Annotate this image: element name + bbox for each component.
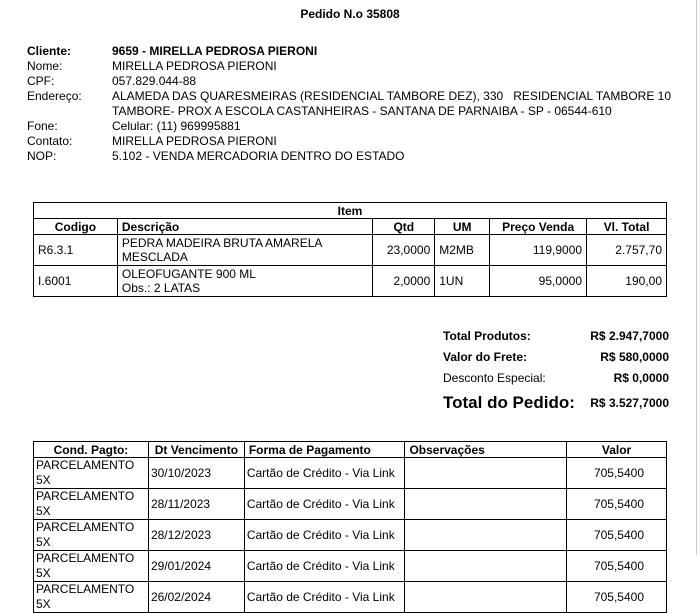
endereco-row bbox=[27, 89, 687, 119]
item-um: 1UN bbox=[435, 266, 490, 297]
pay-data: 29/01/2024 bbox=[148, 551, 244, 582]
payment-table bbox=[33, 441, 667, 613]
pay-obs bbox=[405, 520, 567, 551]
table-row bbox=[34, 458, 667, 489]
pay-forma: Cartão de Crédito - Via Link bbox=[244, 489, 405, 520]
col-header: UM bbox=[435, 219, 490, 235]
cpf-value: 057.829.044-88 bbox=[112, 74, 197, 88]
desconto-row bbox=[443, 370, 669, 390]
table-row bbox=[34, 489, 667, 520]
pay-obs bbox=[405, 551, 567, 582]
pay-valor: 705,5400 bbox=[567, 551, 667, 582]
cliente-label: Cliente: bbox=[27, 44, 72, 58]
pay-valor: 705,5400 bbox=[567, 582, 667, 613]
nop-row bbox=[27, 149, 687, 164]
table-row bbox=[34, 551, 667, 582]
table-row bbox=[34, 235, 667, 266]
col-header: Vl. Total bbox=[587, 219, 667, 235]
customer-info bbox=[27, 44, 687, 164]
endereco-line-2: TAMBORE- PROX A ESCOLA CASTANHEIRAS - SANTANA DE PARNAIBA - SP - 06544-610 bbox=[112, 104, 612, 118]
item-total: 190,00 bbox=[587, 266, 667, 297]
totals-block bbox=[443, 328, 669, 416]
total-pedido-row bbox=[443, 390, 669, 416]
fone-label: Fone: bbox=[27, 119, 58, 133]
pay-data: 28/11/2023 bbox=[148, 489, 244, 520]
nop-value: 5.102 - VENDA MERCADORIA DENTRO DO ESTADO bbox=[112, 149, 405, 163]
col-header: Observações bbox=[405, 442, 567, 458]
col-header: Preço Venda bbox=[490, 219, 587, 235]
cpf-label: CPF: bbox=[27, 74, 55, 88]
col-header: Cond. Pagto: bbox=[34, 442, 149, 458]
pay-forma: Cartão de Crédito - Via Link bbox=[244, 551, 405, 582]
pay-data: 26/02/2024 bbox=[148, 582, 244, 613]
items-table bbox=[33, 202, 667, 297]
table-row bbox=[34, 266, 667, 297]
item-descricao: PEDRA MADEIRA BRUTA AMARELA MESCLADA bbox=[117, 235, 372, 266]
item-qtd: 23,0000 bbox=[373, 235, 435, 266]
pay-obs bbox=[405, 582, 567, 613]
pay-data: 28/12/2023 bbox=[148, 520, 244, 551]
pay-cond: PARCELAMENTO 5X bbox=[34, 458, 149, 489]
total-pedido-label: Total do Pedido: bbox=[443, 393, 575, 412]
nome-value: MIRELLA PEDROSA PIERONI bbox=[112, 59, 277, 73]
pay-obs bbox=[405, 489, 567, 520]
total-pedido-value: R$ 3.527,7000 bbox=[590, 396, 669, 410]
item-preco: 95,0000 bbox=[490, 266, 587, 297]
frete-row bbox=[443, 349, 669, 370]
item-descricao: OLEOFUGANTE 900 ML Obs.: 2 LATAS bbox=[117, 266, 372, 297]
pay-valor: 705,5400 bbox=[567, 458, 667, 489]
item-preco: 119,9000 bbox=[490, 235, 587, 266]
contato-value: MIRELLA PEDROSA PIERONI bbox=[112, 134, 277, 148]
pay-obs bbox=[405, 458, 567, 489]
nop-label: NOP: bbox=[27, 149, 57, 163]
col-header: Forma de Pagamento bbox=[244, 442, 405, 458]
total-produtos-row bbox=[443, 328, 669, 349]
items-caption: Item bbox=[34, 203, 667, 219]
table-row bbox=[34, 520, 667, 551]
col-header: Valor bbox=[567, 442, 667, 458]
page-title: Pedido N.o 35808 bbox=[300, 7, 400, 21]
contato-label: Contato: bbox=[27, 134, 73, 148]
endereco-value bbox=[112, 89, 687, 119]
col-header: Dt Vencimento bbox=[148, 442, 244, 458]
cpf-row bbox=[27, 74, 687, 89]
pay-forma: Cartão de Crédito - Via Link bbox=[244, 520, 405, 551]
col-header: Codigo bbox=[34, 219, 118, 235]
endereco-line-1: ALAMEDA DAS QUARESMEIRAS (RESIDENCIAL TAMBORE DEZ), 330 RESIDENCIAL TAMBORE 10 bbox=[112, 89, 672, 103]
pay-cond: PARCELAMENTO 5X bbox=[34, 520, 149, 551]
nome-row bbox=[27, 59, 687, 74]
item-codigo: I.6001 bbox=[34, 266, 118, 297]
total-produtos-label: Total Produtos: bbox=[443, 329, 531, 343]
desconto-label: Desconto Especial: bbox=[443, 371, 546, 385]
pay-cond: PARCELAMENTO 5X bbox=[34, 551, 149, 582]
total-produtos-value: R$ 2.947,7000 bbox=[590, 329, 669, 343]
frete-value: R$ 580,0000 bbox=[600, 350, 669, 364]
window-frame-edge bbox=[696, 0, 700, 555]
frete-label: Valor do Frete: bbox=[443, 350, 528, 364]
pay-forma: Cartão de Crédito - Via Link bbox=[244, 582, 405, 613]
item-codigo: R6.3.1 bbox=[34, 235, 118, 266]
pay-cond: PARCELAMENTO 5X bbox=[34, 582, 149, 613]
pay-valor: 705,5400 bbox=[567, 520, 667, 551]
cliente-value: 9659 - MIRELLA PEDROSA PIERONI bbox=[112, 44, 318, 58]
item-um: M2MB bbox=[435, 235, 490, 266]
pay-valor: 705,5400 bbox=[567, 489, 667, 520]
nome-label: Nome: bbox=[27, 59, 63, 73]
col-header: Qtd bbox=[373, 219, 435, 235]
endereco-label: Endereço: bbox=[27, 89, 82, 103]
table-row bbox=[34, 582, 667, 613]
desconto-value: R$ 0,0000 bbox=[613, 371, 669, 385]
contato-row bbox=[27, 134, 687, 149]
pay-cond: PARCELAMENTO 5X bbox=[34, 489, 149, 520]
pay-forma: Cartão de Crédito - Via Link bbox=[244, 458, 405, 489]
pay-data: 30/10/2023 bbox=[148, 458, 244, 489]
item-qtd: 2,0000 bbox=[373, 266, 435, 297]
item-total: 2.757,70 bbox=[587, 235, 667, 266]
cliente-row bbox=[27, 44, 687, 59]
fone-value: Celular: (11) 969995881 bbox=[112, 119, 241, 133]
fone-row bbox=[27, 119, 687, 134]
col-header: Descrição bbox=[117, 219, 372, 235]
